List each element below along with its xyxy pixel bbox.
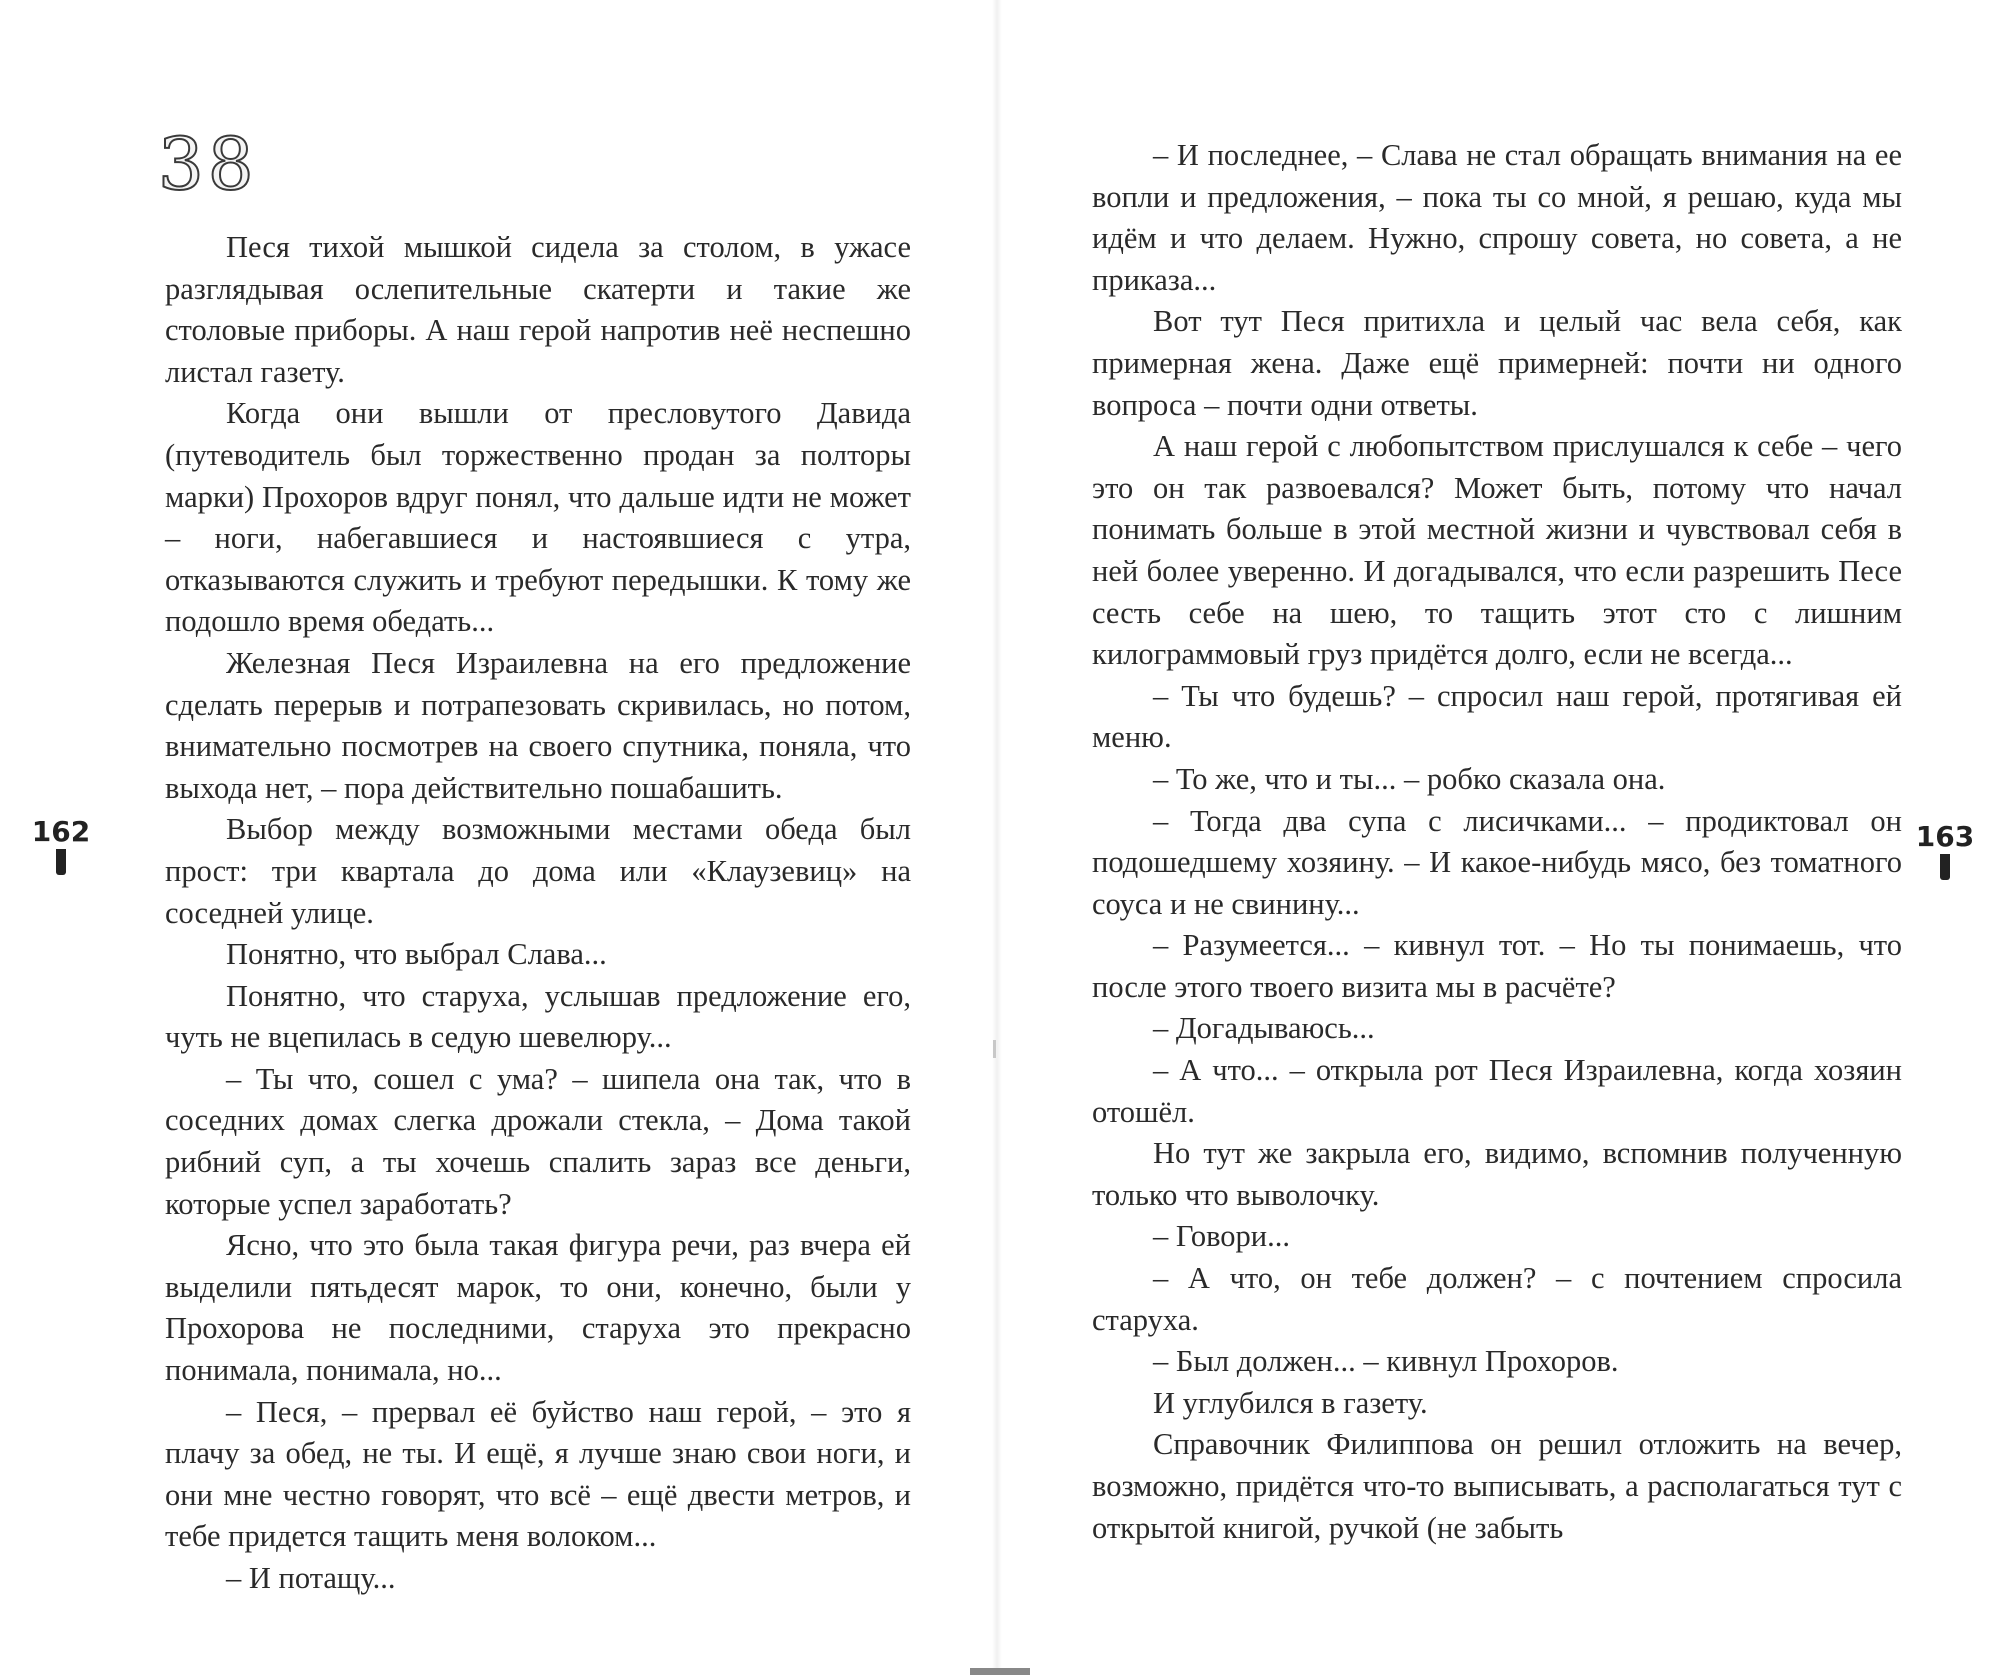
paragraph: Железная Песя Израилевна на его предложение сделать перерыв и потрапезовать скривилась, но потом, внимательно посмотрев на своего спутника, поняла, что выхода нет, – пора действительно пошабашить.	[165, 645, 911, 805]
ink-drip-icon	[1940, 854, 1950, 880]
paragraph: – Ты что будешь? – спросил наш герой, протягивая ей меню.	[1092, 678, 1902, 755]
paragraph: И углубился в газету.	[1153, 1385, 1428, 1420]
gutter-shadow	[992, 0, 1002, 1675]
page-number-left	[26, 815, 96, 881]
paragraph: Понятно, что старуха, услышав предложение его, чуть не вцепилась в седую шевелюру...	[165, 978, 911, 1055]
left-page	[0, 0, 992, 1675]
paragraph: – Тогда два супа с лисичками... – продиктовал он подошедшему хозяину. – И какое-нибудь мясо, без томатного соуса и не свинину...	[1092, 803, 1902, 921]
paragraph: – Был должен... – кивнул Прохоров.	[1153, 1344, 1619, 1379]
paragraph: – Ты что, сошел с ума? – шипела она так, что в соседних домах слегка дрожали стекла, – Дома такой рибний суп, а ты хочешь спалить зараз все деньги, которые успел заработать?	[165, 1061, 911, 1221]
paragraph: Выбор между возможными местами обеда был прост: три квартала до дома или «Клаузевиц» на соседней улице.	[165, 812, 911, 930]
paragraph: Но тут же закрыла его, видимо, вспомнив полученную только что выволочку.	[1092, 1136, 1902, 1212]
paragraph: Справочник Филиппова он решил отложить на вечер, возможно, придётся что-то выписывать, а располагаться тут с открытой книгой, ручкой (не забыть	[1092, 1427, 1902, 1545]
right-page	[1002, 0, 2000, 1675]
paragraph: – Говори...	[1153, 1219, 1290, 1254]
paragraph: Понятно, что выбрал Слава...	[226, 937, 607, 972]
paragraph: – Догадываюсь...	[1153, 1011, 1375, 1046]
ink-drip-icon	[56, 849, 66, 875]
page-number-text: 162	[31, 815, 91, 848]
left-page-text	[165, 227, 911, 1600]
paragraph: – А что, он тебе должен? – с почтением спросила старуха.	[1092, 1261, 1902, 1337]
paragraph: А наш герой с любопытством прислушался к себе – чего это он так развоевался? Может быть, потому что начал понимать больше в этой местной жизни и чувствовал себя в ней более уверенно. И догадывался, что если разрешить Песе сесть себе на шею, то тащить этот сто с лишним килограммовый груз придётся долго, если не всегда...	[1092, 429, 1902, 672]
paragraph: – То же, что и ты... – робко сказала она.	[1153, 761, 1666, 796]
paragraph: Когда они вышли от пресловутого Давида (путеводитель был торжественно продан за полторы марки) Прохоров вдруг понял, что дальше идти не может – ноги, набегавшиеся и настоявшиеся с утра, отказываются служить и требуют передышки. К тому же подошло время обедать...	[165, 396, 911, 639]
paragraph: Песя тихой мышкой сидела за столом, в ужасе разглядывая ослепительные скатерти и такие же столовые приборы. А наш герой напротив неё неспешно листал газету.	[165, 230, 911, 389]
paragraph: – А что... – открыла рот Песя Израилевна, когда хозяин отошёл.	[1092, 1053, 1902, 1129]
paragraph: – И последнее, – Слава не стал обращать внимания на ее вопли и предложения, – пока ты со мной, я решаю, куда мы идём и что делаем. Нужно, спрошу совета, но совета, а не приказа...	[1092, 138, 1902, 297]
paragraph: – И потащу...	[226, 1561, 396, 1595]
page-number-right	[1910, 820, 1980, 886]
paragraph: – Разумеется... – кивнул тот. – Но ты понимаешь, что после этого твоего визита мы в расчёте?	[1092, 928, 1902, 1004]
page-number-text: 163	[1915, 820, 1975, 853]
crease-mark	[993, 1040, 996, 1058]
paragraph: – Песя, – прервал её буйство наш герой, – это я плачу за обед, не ты. И ещё, я лучше знаю свои ноги, и они мне честно говорят, что всё – ещё двести метров, и тебе придется тащить меня волоком...	[165, 1394, 911, 1554]
chapter-number: 38	[158, 122, 258, 206]
right-page-text	[1092, 135, 1902, 1549]
paragraph: Ясно, что это была такая фигура речи, раз вчера ей выделили пятьдесят марок, то они, конечно, были у Прохорова не последними, старуха это прекрасно понимала, понимала, но...	[165, 1228, 911, 1388]
paragraph: Вот тут Песя притихла и целый час вела себя, как примерная жена. Даже ещё примерней: почти ни одного вопроса – почти одни ответы.	[1092, 304, 1902, 422]
